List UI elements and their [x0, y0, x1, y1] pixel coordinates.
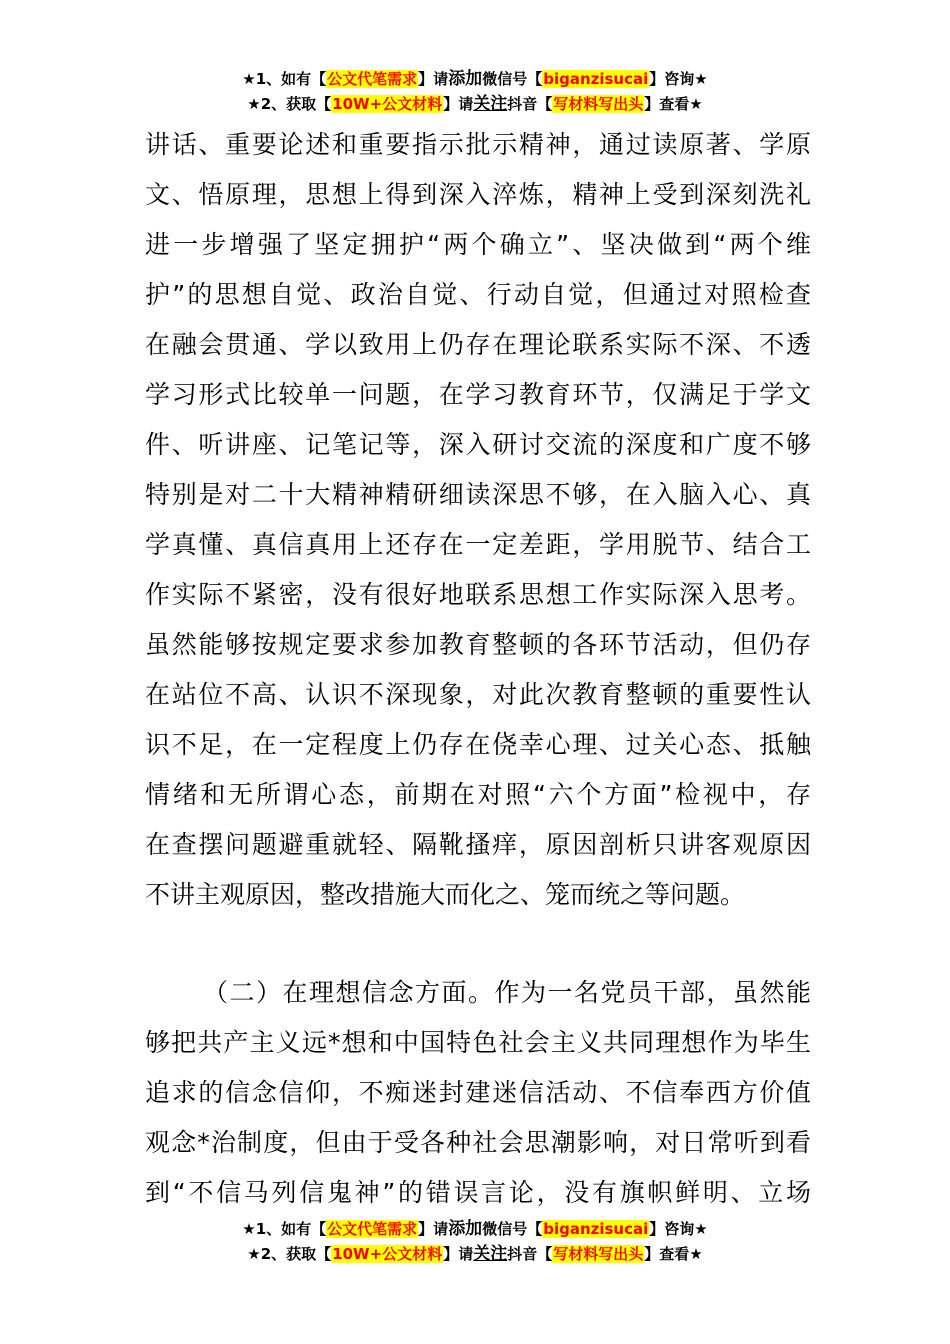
- highlight-ghostwriting: 公文代笔需求: [327, 1220, 418, 1238]
- text-line: 在融会贯通、学以致用上仍存在理论联系实际不深、不透: [145, 330, 811, 359]
- text-line: 讲话、重要论述和重要指示批示精神，通过读原著、学原: [145, 130, 811, 159]
- text-line: 虽然能够按规定要求参加教育整顿的各环节活动，但仍存: [145, 630, 811, 659]
- text-line: 护”的思想自觉、政治自觉、行动自觉，但通过对照检查: [145, 280, 811, 309]
- highlight-douyin: 写材料写出头: [553, 95, 644, 113]
- highlight-materials: 10W+公文材料: [332, 1245, 443, 1263]
- banner-line-2: ★2、获取【10W+公文材料】请关注抖音【写材料写出头】查看★: [247, 94, 703, 114]
- text-line: 识不足，在一定程度上仍存在侥幸心理、过关心态、抵触: [145, 730, 811, 759]
- text-line: 情绪和无所谓心态，前期在对照“六个方面”检视中，存: [145, 780, 811, 809]
- text-line: 观念*治制度，但由于受各种社会思潮影响，对日常听到看: [145, 1128, 811, 1157]
- text-line: 不讲主观原因，整改措施大而化之、笼而统之等问题。: [145, 880, 746, 909]
- banner-line-1: ★1、如有【公文代笔需求】请添加微信号【biganzisucai】咨询★: [242, 69, 708, 89]
- highlight-wechat-id: biganzisucai: [543, 70, 649, 88]
- text-line: 追求的信念信仰，不痴迷封建迷信活动、不信奉西方价值: [145, 1078, 811, 1107]
- highlight-materials: 10W+公文材料: [332, 95, 443, 113]
- section-heading-line: （二）在理想信念方面。作为一名党员干部，虽然能: [203, 978, 811, 1007]
- text-line: 文、悟原理，思想上得到深入淬炼，精神上受到深刻洗礼: [145, 180, 811, 209]
- text-line: 件、听讲座、记笔记等，深入研讨交流的深度和广度不够: [145, 430, 811, 459]
- highlight-ghostwriting: 公文代笔需求: [327, 70, 418, 88]
- text-line: 作实际不紧密，没有很好地联系思想工作实际深入思考。: [145, 580, 811, 609]
- text-line: 在站位不高、认识不深现象，对此次教育整顿的重要性认: [145, 680, 811, 709]
- highlight-douyin: 写材料写出头: [553, 1245, 644, 1263]
- paragraph-block-1: [145, 120, 811, 920]
- text-line: 在查摆问题避重就轻、隔靴搔痒，原因剖析只讲客观原因: [145, 830, 811, 859]
- text-line: 学真懂、真信真用上还存在一定差距，学用脱节、结合工: [145, 530, 811, 559]
- highlight-wechat-id: biganzisucai: [543, 1220, 649, 1238]
- text-line: 到“不信马列信鬼神”的错误言论，没有旗帜鲜明、立场: [145, 1178, 811, 1207]
- text-line: 够把共产主义远*想和中国特色社会主义共同理想作为毕生: [145, 1028, 811, 1057]
- paragraph-block-2: [145, 968, 811, 1218]
- banner-line-1: ★1、如有【公文代笔需求】请添加微信号【biganzisucai】咨询★: [242, 1219, 708, 1239]
- footer-banner: [0, 1217, 950, 1267]
- header-banner: [0, 67, 950, 117]
- text-line: 学习形式比较单一问题，在学习教育环节，仅满足于学文: [145, 380, 811, 409]
- banner-line-2: ★2、获取【10W+公文材料】请关注抖音【写材料写出头】查看★: [247, 1244, 703, 1264]
- text-line: 特别是对二十大精神精研细读深思不够，在入脑入心、真: [145, 480, 811, 509]
- text-line: 进一步增强了坚定拥护“两个确立”、坚决做到“两个维: [145, 230, 811, 259]
